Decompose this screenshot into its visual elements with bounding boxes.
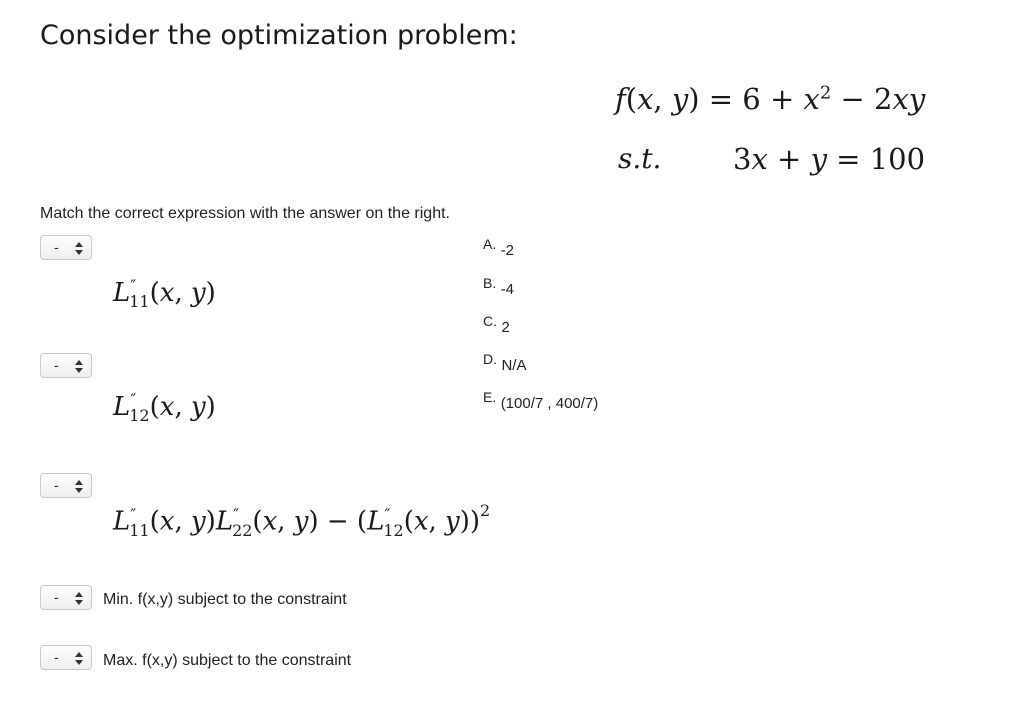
answer-option-e [483, 389, 599, 412]
answer-option-a [483, 236, 515, 259]
match-select-3[interactable] [40, 473, 92, 498]
answer-letter: A. [483, 236, 497, 252]
answer-letter: B. [483, 275, 497, 291]
answer-option-c [483, 313, 510, 336]
expression-hessian-determinant: $L''_{11}(x$, $y)L''_{22}(x$, $y) - (L''_{12}(x$, y))$^2$ [113, 501, 491, 540]
select-value: - [54, 357, 59, 373]
select-value: - [54, 649, 59, 665]
answer-letter: C. [483, 313, 497, 329]
updown-arrows-icon [74, 241, 84, 256]
objective-function: f(x, $y) = 6 + x^2 - 2xy$ [615, 82, 926, 116]
prompt-max-label: Max. f(x,y) subject to the constraint [103, 652, 352, 669]
subject-to-label: s.t. [618, 142, 662, 175]
expression-l11: $L''_{11}(x$, y) [113, 276, 216, 312]
answer-text: (100/7 , 400/7) [500, 395, 599, 412]
match-select-5[interactable] [40, 645, 92, 670]
match-select-2[interactable] [40, 353, 92, 378]
instruction-text: Match the correct expression with the answer on the right. [40, 205, 450, 222]
select-value: - [54, 477, 59, 493]
answer-text: N/A [501, 357, 527, 374]
answer-option-b [483, 275, 515, 298]
answer-letter: E. [483, 389, 497, 405]
updown-arrows-icon [74, 591, 84, 606]
answer-text: 2 [501, 319, 510, 336]
match-select-1[interactable] [40, 235, 92, 260]
answer-letter: D. [483, 351, 497, 367]
match-select-4[interactable] [40, 585, 92, 610]
select-value: - [54, 589, 59, 605]
answer-text: -4 [500, 281, 515, 298]
expression-l12: $L''_{12}(x$, y) [113, 390, 216, 426]
updown-arrows-icon [74, 359, 84, 374]
constraint-equation: 3x + y = 100 [733, 142, 926, 176]
select-value: - [54, 239, 59, 255]
page-title: Consider the optimization problem: [40, 20, 518, 51]
updown-arrows-icon [74, 651, 84, 666]
answer-text: -2 [500, 242, 515, 259]
updown-arrows-icon [74, 479, 84, 494]
prompt-min-label: Min. f(x,y) subject to the constraint [103, 591, 347, 608]
answer-option-d [483, 351, 527, 374]
